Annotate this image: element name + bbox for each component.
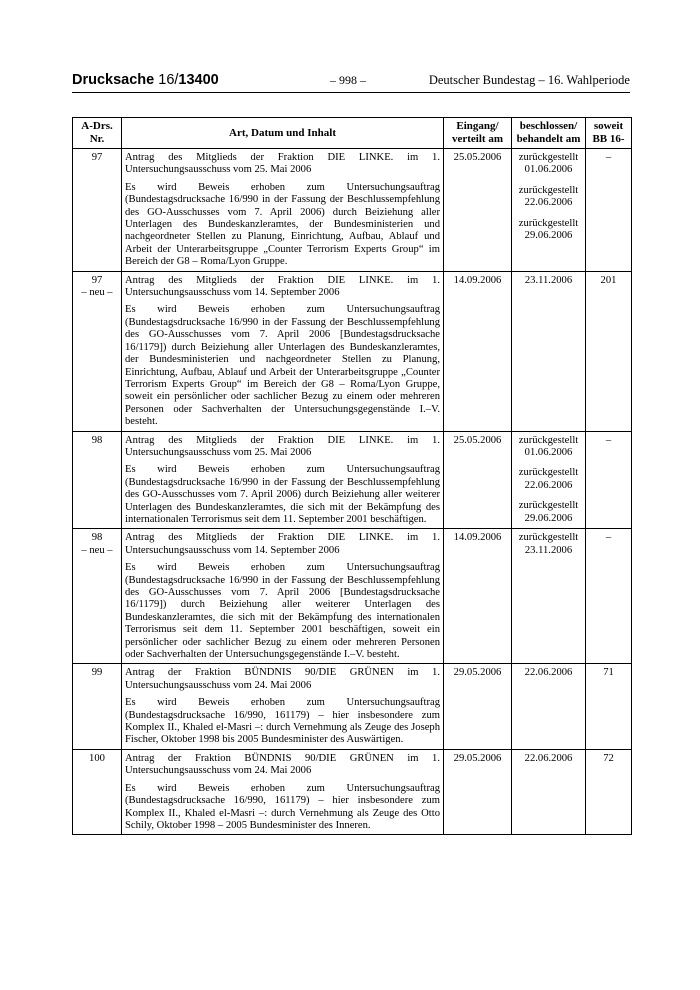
row-nr: 99 bbox=[73, 664, 122, 749]
status-entry: zurückgestellt 29.06.2006 bbox=[518, 500, 579, 524]
row-title: Antrag der Fraktion BÜNDNIS 90/DIE GRÜNEN im 1. Untersuchungsausschuss vom 24. Mai 2006 bbox=[125, 752, 440, 777]
row-body: Es wird Beweis erhoben zum Untersuchungsauftrag (Bundestagsdrucksache 16/990 in der Fassung der Beschlussempfehlung des GO-Ausschusses vom 7. April 2006 [Bundestagsdrucksache 16/1179]) durch Beiziehung aller weiterer Unterlagen des Bundeskanzleramtes, die sich mit der Bekämpfung des internationalen Terrorismus seit dem 11. September 2001 beschäftigen, soweit ein persönlicher oder sachlicher Bezug zu einem oder mehreren Personen oder Sachverhalten der Untersuchungsgegenstände I.–V. besteht. bbox=[125, 562, 440, 661]
row-body: Es wird Beweis erhoben zum Untersuchungsauftrag (Bundestagsdrucksache 16/990 in der Fassung der Beschlussempfehlung des GO-Ausschusses vom 7. April 2006) durch Beiziehung aller Unterlagen des Bundeskanzleramtes, der Bundesministerien und nachgeordneter Stellen zu Planung, Einrichtung, Aufbau, Ablauf und Arbeit der Unterarbeitsgruppe „Counter Terrorism Experts Group“ im Bereich der G8 – Roma/Lyon Gruppe. bbox=[125, 181, 440, 268]
row-nr: 97 bbox=[73, 149, 122, 272]
table-row bbox=[73, 529, 632, 664]
row-status bbox=[512, 749, 586, 834]
table-row bbox=[73, 271, 632, 431]
doc-label: Drucksache bbox=[72, 72, 155, 88]
row-content bbox=[122, 529, 444, 664]
table-row bbox=[73, 149, 632, 272]
status-entry: zurückgestellt 01.06.2006 bbox=[518, 152, 579, 176]
doc-number: 13400 bbox=[178, 72, 219, 88]
table-header-row bbox=[73, 118, 632, 149]
row-eingang: 14.09.2006 bbox=[444, 271, 512, 431]
row-eingang: 29.05.2006 bbox=[444, 749, 512, 834]
row-eingang: 14.09.2006 bbox=[444, 529, 512, 664]
evidence-table bbox=[72, 117, 632, 835]
row-body: Es wird Beweis erhoben zum Untersuchungsauftrag (Bundestagsdrucksache 16/990, 161179) – hier insbesondere zum Komplex II., Khaled el-Masri –: durch Vernehmung als Zeuge des Joseph Fischer, Oktober 1998 bis 2005 Bundesminister des Auswärtigen. bbox=[125, 697, 440, 746]
row-body: Es wird Beweis erhoben zum Untersuchungsauftrag (Bundestagsdrucksache 16/990 in der Fassung der Beschlussempfehlung des GO-Ausschusses vom 7. April 2006) durch Beiziehung aller weiterer Unterlagen des Bundeskanzleramtes, die sich mit der Bekämpfung des internationalen Terrorismus seit dem 11. September 2001 beschäftigen. bbox=[125, 464, 440, 525]
row-nr-sub: – neu – bbox=[81, 544, 113, 556]
status-entry: 23.11.2006 bbox=[524, 274, 573, 286]
row-nr-sub: – neu – bbox=[81, 287, 113, 299]
row-bb: – bbox=[586, 431, 632, 529]
column-header-soweit: soweit BB 16- bbox=[586, 118, 632, 149]
column-header-art: Art, Datum und Inhalt bbox=[122, 118, 444, 149]
row-content bbox=[122, 149, 444, 272]
column-header-nr: A-Drs. Nr. bbox=[73, 118, 122, 149]
document-id bbox=[72, 72, 219, 88]
status-entry: zurückgestellt 23.11.2006 bbox=[518, 532, 579, 556]
row-title: Antrag des Mitglieds der Fraktion DIE LINKE. im 1. Untersuchungsausschuss vom 25. Mai 2006 bbox=[125, 152, 440, 176]
row-content bbox=[122, 271, 444, 431]
row-eingang: 25.05.2006 bbox=[444, 431, 512, 529]
page-number: – 998 – bbox=[330, 73, 366, 87]
status-entry: zurückgestellt 29.06.2006 bbox=[518, 217, 579, 242]
column-header-beschlossen: beschlossen/ behandelt am bbox=[512, 118, 586, 149]
row-title: Antrag des Mitglieds der Fraktion DIE LINKE. im 1. Untersuchungsausschuss vom 25. Mai 2006 bbox=[125, 434, 440, 458]
row-title: Antrag des Mitglieds der Fraktion DIE LINKE. im 1. Untersuchungsausschuss vom 14. September 2006 bbox=[125, 274, 440, 299]
row-bb: – bbox=[586, 149, 632, 272]
parliament-title: Deutscher Bundestag – 16. Wahlperiode bbox=[428, 73, 630, 87]
row-title: Antrag der Fraktion BÜNDNIS 90/DIE GRÜNEN im 1. Untersuchungsausschuss vom 24. Mai 2006 bbox=[125, 667, 440, 691]
status-entry: 22.06.2006 bbox=[524, 667, 573, 679]
column-header-eingang: Eingang/ verteilt am bbox=[444, 118, 512, 149]
status-entry: 22.06.2006 bbox=[524, 752, 573, 764]
row-status bbox=[512, 149, 586, 272]
page-header bbox=[72, 70, 630, 93]
status-entry: zurückgestellt 22.06.2006 bbox=[518, 184, 579, 209]
row-nr: 97 – neu – bbox=[73, 271, 122, 431]
row-bb: 72 bbox=[586, 749, 632, 834]
row-eingang: 29.05.2006 bbox=[444, 664, 512, 749]
row-status bbox=[512, 529, 586, 664]
row-content bbox=[122, 664, 444, 749]
row-bb: 201 bbox=[586, 271, 632, 431]
row-content bbox=[122, 749, 444, 834]
table-row bbox=[73, 664, 632, 749]
status-entry: zurückgestellt 22.06.2006 bbox=[518, 467, 579, 491]
row-status bbox=[512, 271, 586, 431]
row-body: Es wird Beweis erhoben zum Untersuchungsauftrag (Bundestagsdrucksache 16/990, 161179) – hier insbesondere zum Komplex II., Khaled el-Masri –: durch Vernehmung als Zeuge des Otto Schily, Oktober 1998 – 2005 Bundesminister des Inneren. bbox=[125, 782, 440, 831]
row-body: Es wird Beweis erhoben zum Untersuchungsauftrag (Bundestagsdrucksache 16/990 in der Fassung der Beschlussempfehlung des GO-Ausschusses vom 7. April 2006 [Bundestagsdrucksache 16/1179]) durch Beiziehung aller Unterlagen des Bundeskanzleramtes, der Bundesministerien und nachgeordneter Stellen zu Planung, Einrichtung, Aufbau, Ablauf und Arbeit der Unterarbeitsgruppe „Counter Terrorism Experts Group“ im Bereich der G8 – Roma/Lyon Gruppe, soweit ein persönlicher oder sachlicher Bezug zu einem oder mehreren Personen oder Sachverhalten der Untersuchungsgegenstände I.–V. besteht. bbox=[125, 304, 440, 428]
row-bb: – bbox=[586, 529, 632, 664]
row-bb: 71 bbox=[586, 664, 632, 749]
row-title: Antrag des Mitglieds der Fraktion DIE LINKE. im 1. Untersuchungsausschuss vom 14. September 2006 bbox=[125, 532, 440, 556]
status-entry: zurückgestellt 01.06.2006 bbox=[518, 434, 579, 458]
table-row bbox=[73, 749, 632, 834]
row-content bbox=[122, 431, 444, 529]
row-status bbox=[512, 664, 586, 749]
row-nr: 98 – neu – bbox=[73, 529, 122, 664]
doc-series: 16/ bbox=[158, 72, 179, 88]
table-row bbox=[73, 431, 632, 529]
row-nr: 100 bbox=[73, 749, 122, 834]
row-eingang: 25.05.2006 bbox=[444, 149, 512, 272]
row-nr: 98 bbox=[73, 431, 122, 529]
row-status bbox=[512, 431, 586, 529]
